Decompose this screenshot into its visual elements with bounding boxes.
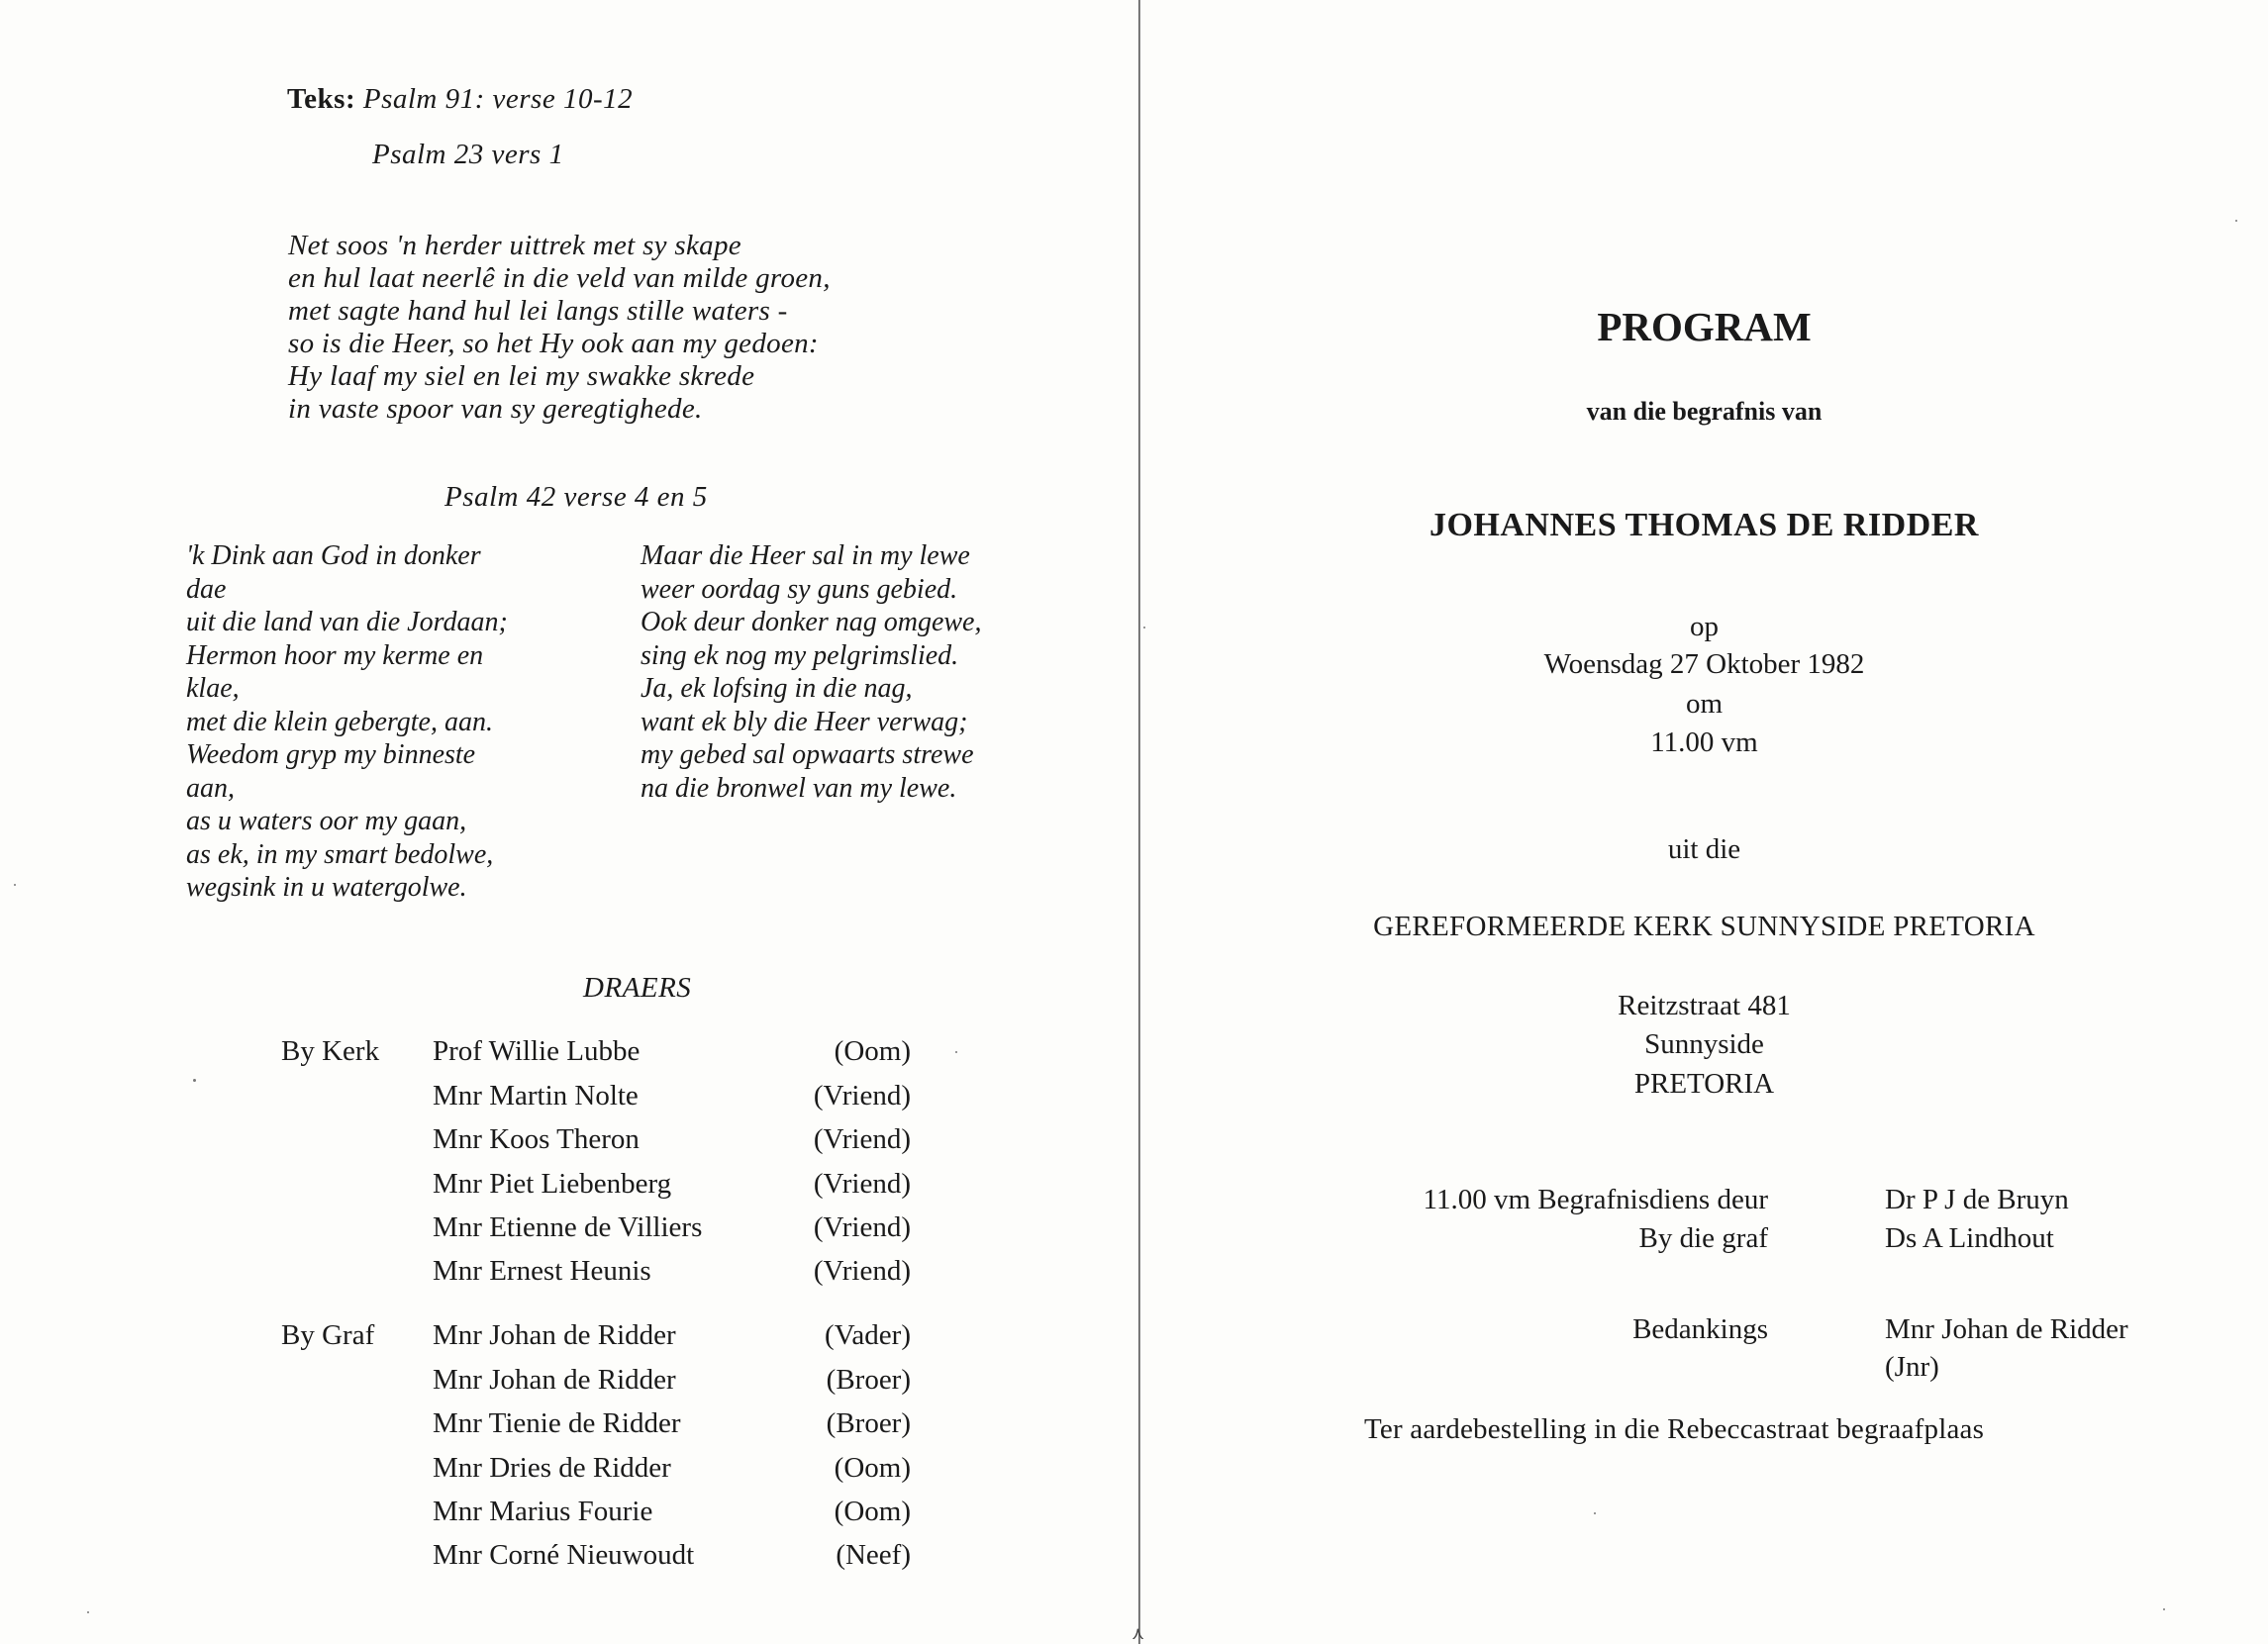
church-name: GEREFORMEERDE KERK SUNNYSIDE PRETORIA <box>1373 911 2035 942</box>
paper-speck <box>1143 627 1145 629</box>
draers-heading: DRAERS <box>583 972 692 1004</box>
draer-name: Prof Willie Lubbe <box>433 1035 641 1067</box>
service-1-label: 11.00 vm Begrafnisdiens deur <box>1423 1184 1768 1215</box>
poem-line: na die bronwel van my lewe. <box>641 772 957 804</box>
paper-speck <box>2163 1608 2165 1610</box>
teks-line <box>287 83 633 116</box>
draer-name: Mnr Johan de Ridder <box>433 1364 676 1396</box>
paper-speck <box>87 1611 89 1613</box>
paper-speck <box>193 1079 196 1082</box>
poem-line: Net soos 'n herder uittrek met sy skape <box>288 230 741 261</box>
draer-relation: (Oom) <box>834 1035 911 1067</box>
poem-line: 'k Dink aan God in donker <box>186 540 481 571</box>
teks-label: Teks: <box>287 83 356 115</box>
thanks-label: Bedankings <box>1632 1313 1768 1345</box>
poem-line: as ek, in my smart bedolwe, <box>186 838 494 870</box>
draer-row <box>281 1403 911 1443</box>
service-2-label: By die graf <box>1638 1222 1768 1254</box>
address-suburb: Sunnyside <box>1644 1028 1764 1060</box>
thanks-name: Mnr Johan de Ridder <box>1885 1313 2128 1345</box>
teks-reference: Psalm 91: verse 10-12 <box>362 83 634 115</box>
draer-row <box>281 1251 911 1291</box>
draer-relation: (Vriend) <box>813 1168 911 1200</box>
draer-relation: (Oom) <box>834 1496 911 1527</box>
poem-line: in vaste spoor van sy geregtighede. <box>288 393 703 425</box>
draer-row <box>281 1208 911 1247</box>
draer-name: Mnr Tienie de Ridder <box>433 1407 681 1439</box>
poem-line: met sagte hand hul lei langs stille waters - <box>288 295 788 327</box>
draer-relation: (Neef) <box>836 1539 911 1571</box>
draer-name: Mnr Koos Theron <box>433 1123 640 1155</box>
draer-relation: (Broer) <box>826 1364 911 1396</box>
poem-line: as u waters oor my gaan, <box>186 806 467 836</box>
poem-line: uit die land van die Jordaan; <box>186 607 508 637</box>
fold-mark-icon: ⋏ <box>1132 1623 1145 1643</box>
draer-name: Mnr Marius Fourie <box>433 1496 653 1527</box>
paper-speck <box>14 884 16 886</box>
poem-line: wegsink in u watergolwe. <box>186 872 467 903</box>
draer-row <box>281 1360 911 1400</box>
poem-line: Maar die Heer sal in my lewe <box>641 540 970 571</box>
draer-relation: (Oom) <box>834 1452 911 1484</box>
poem-line: Weedom gryp my binneste <box>186 739 476 770</box>
poem-line: weer oordag sy guns gebied. <box>641 573 958 605</box>
poem-line: want ek bly die Heer verwag; <box>641 706 968 737</box>
service-2-name: Ds A Lindhout <box>1885 1222 2054 1254</box>
deceased-name: JOHANNES THOMAS DE RIDDER <box>1429 507 1979 543</box>
draer-name: Mnr Johan de Ridder <box>433 1319 676 1351</box>
draer-relation: (Vriend) <box>813 1255 911 1287</box>
paper-speck <box>1594 1512 1596 1514</box>
uit-die-text: uit die <box>1667 833 1741 865</box>
poem-line: klae, <box>186 673 240 704</box>
burial-note: Ter aardebestelling in die Rebeccastraat begraafplaas <box>1364 1413 1985 1445</box>
draer-row <box>281 1119 911 1159</box>
thanks-name-suffix: (Jnr) <box>1885 1351 1939 1383</box>
draer-group: By Graf <box>281 1319 375 1351</box>
draer-relation: (Vriend) <box>813 1080 911 1112</box>
poem-line: my gebed sal opwaarts strewe <box>641 739 974 770</box>
psalm-42-right-column <box>641 539 1056 805</box>
poem-line: sing ek nog my pelgrimslied. <box>641 639 959 671</box>
poem-line: Hy laaf my siel en lei my swakke skrede <box>288 360 755 392</box>
om-text: om <box>1685 688 1724 720</box>
psalm-42-heading: Psalm 42 verse 4 en 5 <box>444 481 708 513</box>
poem-line: en hul laat neerlê in die veld van milde groen, <box>288 262 831 294</box>
psalm-42-left-column <box>186 539 584 905</box>
poem-line: met die klein gebergte, aan. <box>186 706 493 737</box>
op-text: op <box>1690 611 1719 642</box>
teks-reference-2: Psalm 23 vers 1 <box>372 139 564 170</box>
draer-name: Mnr Martin Nolte <box>433 1080 639 1112</box>
poem-line: Hermon hoor my kerme en <box>186 639 484 671</box>
poem-line: dae <box>186 573 227 605</box>
draer-name: Mnr Etienne de Villiers <box>433 1211 703 1243</box>
draer-row <box>281 1448 911 1488</box>
draer-row <box>281 1492 911 1531</box>
draer-row <box>281 1076 911 1115</box>
address-city: PRETORIA <box>1633 1068 1775 1100</box>
draer-name: Mnr Corné Nieuwoudt <box>433 1539 695 1571</box>
program-subtitle: van die begrafnis van <box>1586 397 1823 426</box>
poem-line: so is die Heer, so het Hy ook aan my gedoen: <box>288 328 819 359</box>
poem-line: aan, <box>186 772 235 804</box>
right-page <box>1140 0 2268 1644</box>
draer-name: Mnr Ernest Heunis <box>433 1255 651 1287</box>
service-1-name: Dr P J de Bruyn <box>1885 1184 2069 1215</box>
draer-relation: (Vriend) <box>813 1211 911 1243</box>
service-time: 11.00 vm <box>1650 726 1758 758</box>
draer-relation: (Vriend) <box>813 1123 911 1155</box>
draer-relation: (Broer) <box>826 1407 911 1439</box>
paper-speck <box>955 1051 957 1053</box>
poem-line: Ook deur donker nag omgewe, <box>641 607 982 637</box>
draer-row <box>281 1031 911 1071</box>
paper-speck <box>2235 220 2237 222</box>
draer-row <box>281 1164 911 1204</box>
draer-relation: (Vader) <box>825 1319 911 1351</box>
draer-group: By Kerk <box>281 1035 380 1067</box>
draer-row <box>281 1535 911 1575</box>
draer-name: Mnr Piet Liebenberg <box>433 1168 672 1200</box>
draer-row <box>281 1315 911 1355</box>
draer-name: Mnr Dries de Ridder <box>433 1452 671 1484</box>
service-date: Woensdag 27 Oktober 1982 <box>1543 648 1865 680</box>
address-street: Reitzstraat 481 <box>1618 990 1791 1021</box>
psalm-23-poem <box>288 230 831 426</box>
poem-line: Ja, ek lofsing in die nag, <box>641 673 913 704</box>
program-title: PROGRAM <box>1597 304 1812 349</box>
